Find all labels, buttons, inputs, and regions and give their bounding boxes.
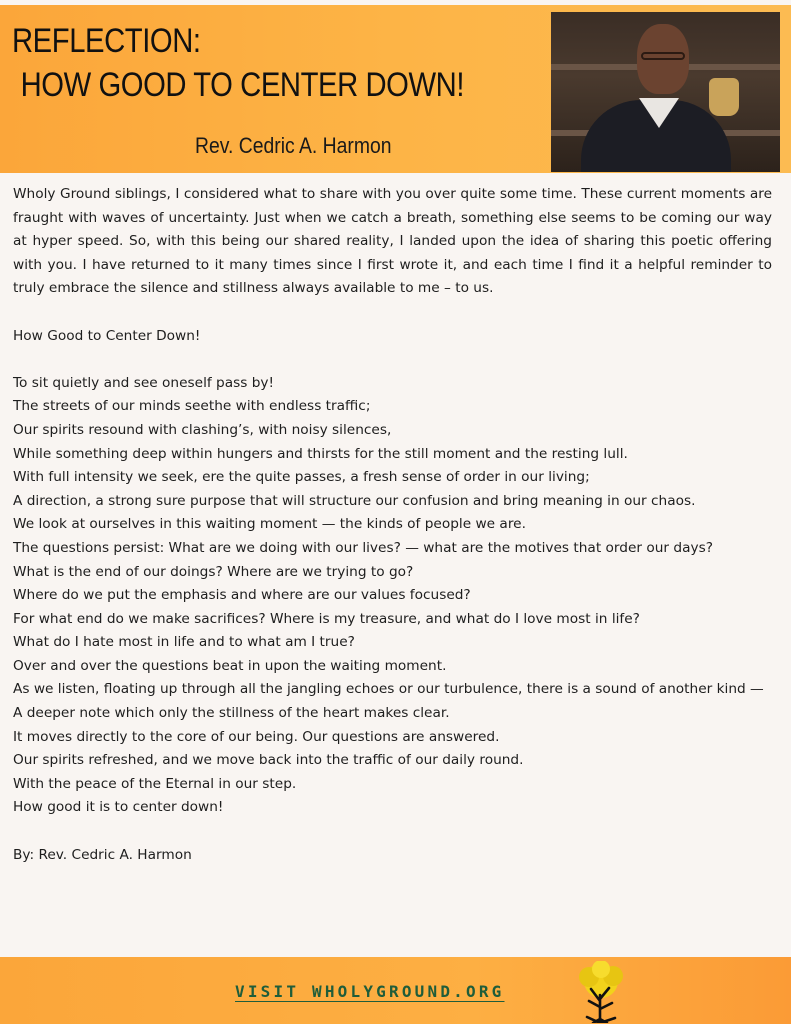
poem-line: Where do we put the emphasis and where are our values focused? bbox=[13, 587, 471, 604]
poem-line: A direction, a strong sure purpose that will structure our confusion and bring meaning in our chaos. bbox=[13, 492, 696, 509]
poem-line: With the peace of the Eternal in our step. bbox=[13, 775, 297, 792]
poem-line: Our spirits refreshed, and we move back into the traffic of our daily round. bbox=[13, 752, 524, 769]
intro-paragraph: Wholy Ground siblings, I considered what to share with you over quite some time. These current moments are fraught with waves of uncertainty. Just when we catch a breath, something else seems to be coming our way at hyper speed. So, with this being our shared reality, I landed upon the idea of sharing this poetic offering with you. I have returned to it many times since I first wrote it, and each time I find it a helpful reminder to truly embrace the silence and stillness always available to me – to us. bbox=[13, 186, 772, 297]
poem-line: Over and over the questions beat in upon the waiting moment. bbox=[13, 657, 447, 674]
poem-line: As we listen, floating up through all the jangling echoes or our turbulence, there is a sound of another kind — bbox=[13, 681, 764, 698]
poem-line: Our spirits resound with clashing’s, with noisy silences, bbox=[13, 421, 392, 438]
poem-line: While something deep within hungers and thirsts for the still moment and the resting lull. bbox=[13, 445, 628, 462]
poem-line: How good it is to center down! bbox=[13, 799, 224, 816]
page-title bbox=[12, 19, 464, 107]
author-name: Rev. Cedric A. Harmon bbox=[195, 133, 392, 158]
tree-logo-icon bbox=[571, 961, 631, 1023]
poem-title: How Good to Center Down! bbox=[13, 327, 201, 344]
poem-line: The streets of our minds seethe with endless traffic; bbox=[13, 398, 371, 415]
poem-line: What is the end of our doings? Where are we trying to go? bbox=[13, 563, 414, 580]
byline: By: Rev. Cedric A. Harmon bbox=[13, 846, 192, 863]
title-line-2: HOW GOOD TO CENTER DOWN! bbox=[20, 66, 465, 104]
poem-line: It moves directly to the core of our being. Our questions are answered. bbox=[13, 728, 500, 745]
visit-website-link[interactable]: VISIT WHOLYGROUND.ORG bbox=[235, 982, 505, 1001]
title-line-1: REFLECTION: bbox=[12, 22, 201, 60]
poem-line: With full intensity we seek, ere the quite passes, a fresh sense of order in our living; bbox=[13, 469, 590, 486]
poem-line: To sit quietly and see oneself pass by! bbox=[13, 374, 275, 391]
poem-line: We look at ourselves in this waiting moment — the kinds of people we are. bbox=[13, 516, 526, 533]
article-body bbox=[13, 183, 772, 867]
poem-line: The questions persist: What are we doing with our lives? — what are the motives that order our days? bbox=[13, 539, 713, 556]
poem bbox=[13, 372, 772, 820]
author-photo bbox=[551, 12, 780, 172]
poem-line: A deeper note which only the stillness of the heart makes clear. bbox=[13, 705, 450, 722]
poem-line: For what end do we make sacrifices? Where is my treasure, and what do I love most in life? bbox=[13, 610, 640, 627]
poem-line: What do I hate most in life and to what am I true? bbox=[13, 634, 355, 651]
footer-banner bbox=[0, 957, 791, 1024]
